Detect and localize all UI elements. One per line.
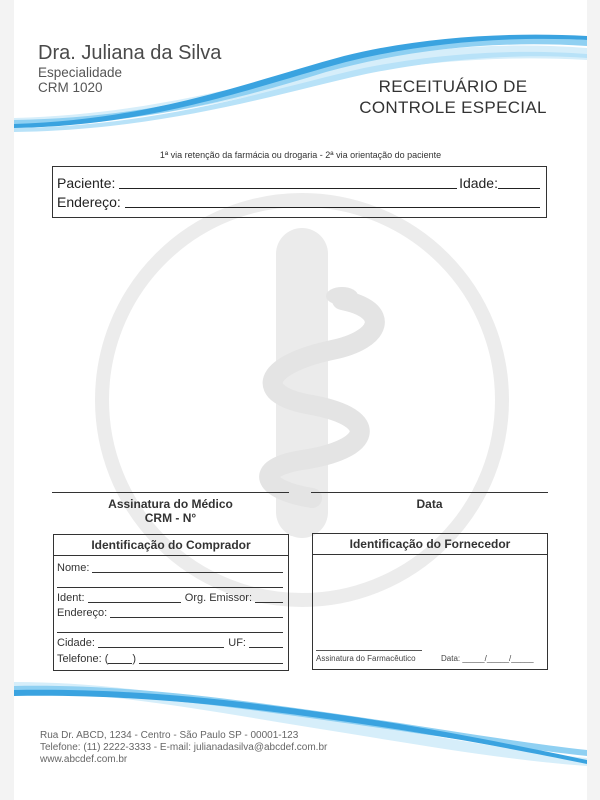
buyer-phone-field[interactable] xyxy=(139,653,283,664)
buyer-city-field[interactable] xyxy=(98,637,224,648)
document-title-line2: CONTROLE ESPECIAL xyxy=(359,98,547,117)
patient-name-field[interactable] xyxy=(119,174,457,189)
supplier-date-field[interactable]: Data: _____/_____/_____ xyxy=(441,654,534,663)
buyer-uf-label: UF: xyxy=(228,637,246,649)
copy-instructions: 1ª via retenção da farmácia ou drogaria - 2ª via orientação do paciente xyxy=(159,150,442,160)
buyer-name-row-2 xyxy=(57,575,283,589)
buyer-org-field[interactable] xyxy=(255,592,283,603)
buyer-org-label: Org. Emissor: xyxy=(184,592,252,604)
doctor-specialty: Especialidade xyxy=(38,65,123,80)
doctor-name: Dra. Juliana da Silva xyxy=(38,42,222,64)
age-field[interactable] xyxy=(498,174,540,189)
buyer-name-row xyxy=(57,560,283,574)
crm-number-label: CRM - N° xyxy=(144,511,197,525)
document-title xyxy=(343,76,563,118)
doctor-signature-caption xyxy=(52,497,289,525)
footer-address: Rua Dr. ABCD, 1234 - Centro - São Paulo SP - 00001-123 xyxy=(40,730,299,741)
patient-label: Paciente: xyxy=(57,175,116,191)
buyer-name-field-2[interactable] xyxy=(57,577,283,588)
buyer-ident-field[interactable] xyxy=(88,592,181,603)
pharmacist-signature-line[interactable] xyxy=(316,650,422,651)
buyer-city-label: Cidade: xyxy=(57,637,95,649)
buyer-name-label: Nome: xyxy=(57,562,90,574)
buyer-address-row xyxy=(57,605,283,619)
buyer-identification-box xyxy=(53,534,289,671)
buyer-address-label: Endereço: xyxy=(57,607,108,619)
patient-address-field[interactable] xyxy=(125,193,540,208)
buyer-address-row-2 xyxy=(57,620,283,634)
footer-website[interactable]: www.abcdef.com.br xyxy=(40,754,128,765)
buyer-ident-row xyxy=(57,590,283,604)
supplier-box-title: Identificação do Fornecedor xyxy=(313,534,547,555)
buyer-phone-close: ) xyxy=(132,653,137,665)
buyer-box-title: Identificação do Comprador xyxy=(54,535,288,556)
age-label: Idade: xyxy=(459,175,498,191)
document-title-line1: RECEITUÁRIO DE xyxy=(378,77,528,96)
buyer-phone-label: Telefone: ( xyxy=(57,653,109,665)
patient-row xyxy=(57,173,542,191)
prescription-page xyxy=(14,0,587,800)
buyer-phone-row xyxy=(57,651,283,665)
doctor-signature-label: Assinatura do Médico xyxy=(108,497,233,511)
buyer-ident-label: Ident: xyxy=(57,592,85,604)
buyer-city-row xyxy=(57,635,283,649)
buyer-address-field[interactable] xyxy=(110,607,283,618)
supplier-identification-box xyxy=(312,533,548,670)
doctor-crm: CRM 1020 xyxy=(38,80,103,95)
buyer-phone-area-field[interactable] xyxy=(108,653,132,664)
buyer-uf-field[interactable] xyxy=(249,637,283,648)
pharmacist-signature-label: Assinatura do Farmacêutico xyxy=(316,654,416,663)
address-label: Endereço: xyxy=(57,194,121,210)
date-label: Data xyxy=(416,497,443,511)
date-line[interactable] xyxy=(311,492,548,493)
doctor-signature-line[interactable] xyxy=(52,492,289,493)
patient-info-box xyxy=(52,166,547,218)
footer-contact: Telefone: (11) 2222-3333 - E-mail: julianadasilva@abcdef.com.br xyxy=(40,742,328,753)
buyer-name-field[interactable] xyxy=(92,562,283,573)
address-row xyxy=(57,192,542,210)
buyer-address-field-2[interactable] xyxy=(57,622,283,633)
